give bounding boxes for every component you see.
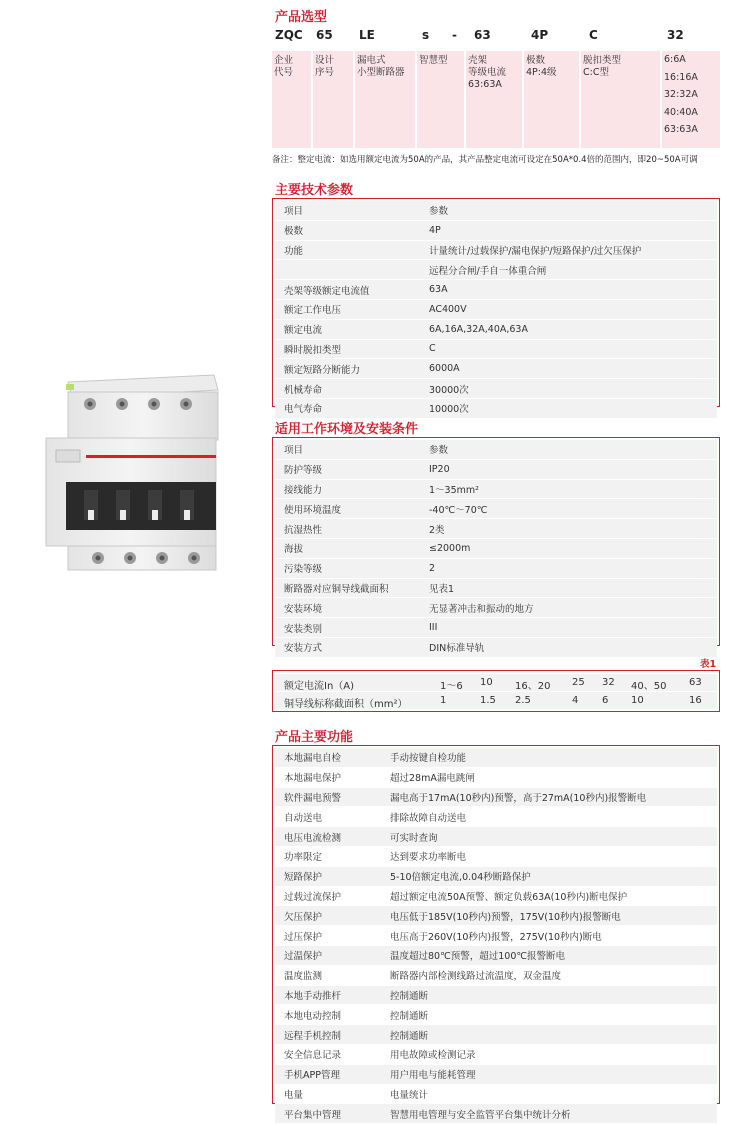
table-row: 本地漏电自检 手动按键自检功能	[275, 748, 717, 767]
table1-label: 表1	[700, 659, 717, 670]
table-row: 软件漏电预警 漏电高于17mA(10秒内)预警，高于27mA(10秒内)报警断电	[275, 787, 717, 807]
legend-type: 漏电式 小型断路器	[355, 51, 415, 148]
table-row: 过压保护 电压高于260V(10秒内)报警，275V(10秒内)断电	[275, 926, 717, 946]
table-row: 本地电动控制 控制通断	[275, 1005, 717, 1025]
table-row: 过温保护 温度超过80℃预警，超过100℃报警断电	[275, 945, 717, 965]
table-row: 污染等级 2	[275, 558, 717, 578]
code-type: LE	[359, 28, 375, 42]
table-row: 过载过流保护 超过额定电流50A预警、额定负载63A(10秒内)断电保护	[275, 886, 717, 906]
circuit-breaker-image	[38, 370, 230, 575]
table-row: 安全信息记录 用电故障或检测记录	[275, 1044, 717, 1064]
tech-table	[272, 198, 720, 416]
table-row: 铜导线标称截面积（mm²） 1 1.5 2.5 4 6 10 16	[275, 692, 717, 709]
table-row: 使用环境温度 -40℃～70℃	[275, 499, 717, 519]
table-row: 海拔 ≤2000m	[275, 538, 717, 558]
table-row: 远程手机控制 控制通断	[275, 1025, 717, 1045]
selection-note: 备注：整定电流：如选用额定电流为50A的产品，其产品整定电流可设定在50A*0.4倍的范围内，即20~50A可调	[272, 155, 698, 165]
table-row: 额定短路分断能力 6000A	[275, 359, 717, 379]
legend-company: 企业 代号	[272, 51, 311, 148]
model-code-legend	[272, 51, 720, 148]
table-row: 机械寿命 30000次	[275, 379, 717, 399]
code-dash: -	[452, 28, 457, 42]
table-row: 电压电流检测 可实时查询	[275, 827, 717, 847]
table-row: 额定电流 6A,16A,32A,40A,63A	[275, 319, 717, 339]
code-frame: 63	[474, 28, 491, 42]
table-row: 防护等级 IP20	[275, 459, 717, 479]
table-row: 远程分合闸/手自一体重合闸	[275, 260, 717, 280]
code-trip: C	[589, 28, 598, 42]
legend-design: 设计 序号	[313, 51, 353, 148]
env-table	[272, 437, 720, 655]
table-row: 断路器对应铜导线截面积 见表1	[275, 578, 717, 598]
table-row: 额定电流In（A) 1～6 10 16、20 25 32 40、50 63	[275, 674, 717, 691]
code-current: 32	[667, 28, 684, 42]
legend-smart: 智慧型	[417, 51, 464, 148]
wire-size-table	[272, 670, 720, 712]
code-poles: 4P	[531, 28, 549, 42]
selection-title: 产品选型	[275, 10, 328, 25]
table-row: 平台集中管理 智慧用电管理与安全监管平台集中统计分析	[275, 1104, 717, 1124]
table-row: 抗湿热性 2类	[275, 519, 717, 539]
table-row: 温度监测 断路器内部检测线路过流温度，双金温度	[275, 965, 717, 985]
table-row: 本地漏电保护 超过28mA漏电跳闸	[275, 767, 717, 787]
functions-title: 产品主要功能	[275, 730, 354, 745]
table-row: 安装方式 DIN标准导轨	[275, 637, 717, 657]
code-smart: s	[422, 28, 430, 42]
legend-poles: 极数 4P:4级	[524, 51, 579, 148]
table-row: 壳架等级额定电流值 63A	[275, 280, 717, 300]
table-row: 自动送电 排除故障自动送电	[275, 807, 717, 827]
table-row: 电气寿命 10000次	[275, 398, 717, 418]
table-row: 电量 电量统计	[275, 1084, 717, 1104]
table-row: 额定工作电压 AC400V	[275, 299, 717, 319]
functions-table	[272, 745, 720, 1121]
table-row: 瞬时脱扣类型 C	[275, 339, 717, 359]
legend-frame: 壳架 等级电流 63:63A	[466, 51, 522, 148]
model-code-bar	[275, 25, 720, 45]
code-design: 65	[316, 28, 333, 42]
table-row: 项目 参数	[275, 440, 717, 459]
tech-title: 主要技术参数	[275, 183, 354, 198]
table-row: 极数 4P	[275, 220, 717, 240]
table-row: 欠压保护 电压低于185V(10秒内)预警，175V(10秒内)报警断电	[275, 906, 717, 926]
table-row: 本地手动推杆 控制通断	[275, 985, 717, 1005]
table-row: 接线能力 1～35mm²	[275, 479, 717, 499]
table-row: 短路保护 5-10倍额定电流,0.04秒断路保护	[275, 866, 717, 886]
table-row: 安装类别 III	[275, 618, 717, 638]
table-row: 功能 计量统计/过载保护/漏电保护/短路保护/过欠压保护	[275, 240, 717, 260]
table-row: 安装环境 无显著冲击和振动的地方	[275, 598, 717, 618]
table-row: 项目 参数	[275, 201, 717, 220]
legend-current: 6:6A 16:16A 32:32A 40:40A 63:63A	[662, 51, 720, 148]
env-title: 适用工作环境及安装条件	[275, 422, 419, 437]
table-row: 功率限定 达到要求功率断电	[275, 846, 717, 866]
legend-trip: 脱扣类型 C:C型	[581, 51, 660, 148]
table-row: 手机APP管理 用户用电与能耗管理	[275, 1064, 717, 1084]
code-company: ZQC	[275, 28, 303, 42]
